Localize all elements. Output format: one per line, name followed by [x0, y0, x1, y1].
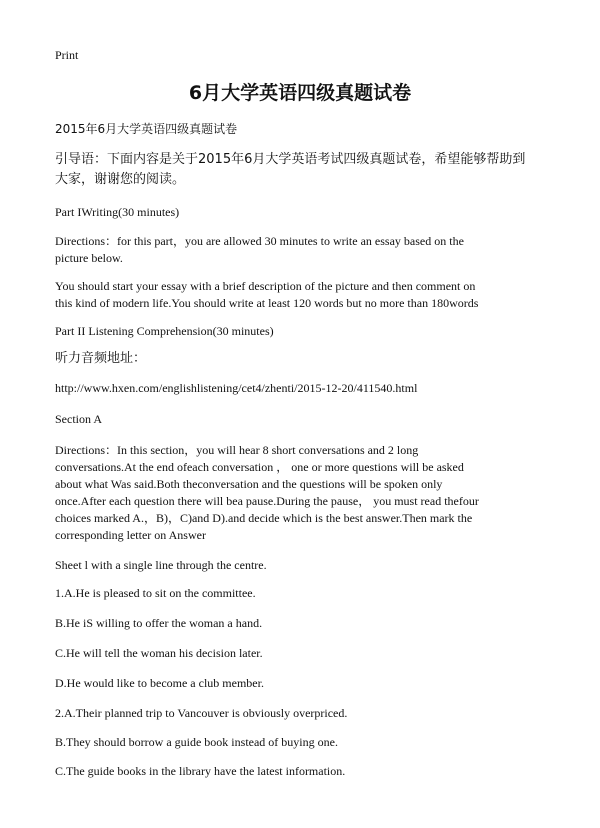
- section-a-directions-line-4: once.After each question there will bea pause.During the pause， you must read thefour: [55, 494, 479, 508]
- part1-instructions-line-1: You should start your essay with a brief description of the picture and then comment on: [55, 279, 476, 293]
- question-1-option-b: B.He iS willing to offer the woman a hand.: [55, 616, 263, 630]
- section-a-directions-line-2: conversations.At the end ofeach conversation ， one or more questions will be asked: [55, 460, 464, 474]
- question-2-option-a: 2.A.Their planned trip to Vancouver is obviously overpriced.: [55, 706, 348, 720]
- print-link[interactable]: Print: [55, 48, 79, 62]
- part1-instructions-line-2: this kind of modern life.You should write at least 120 words but no more than 180words: [55, 296, 479, 310]
- part1-heading: Part IWriting(30 minutes): [55, 205, 180, 219]
- part1-directions-line-2: picture below.: [55, 251, 123, 265]
- intro-line-2: 大家，谢谢您的阅读。: [55, 172, 186, 187]
- question-1-option-a: 1.A.He is pleased to sit on the committee.: [55, 586, 256, 600]
- section-a-directions-line-1: Directions：In this section，you will hear 8 short conversations and 2 long: [55, 443, 419, 457]
- question-2-option-b: B.They should borrow a guide book instead of buying one.: [55, 735, 338, 749]
- page-title: 6月大学英语四级真题试卷: [188, 82, 412, 104]
- intro-line-1: 引导语：下面内容是关于2015年6月大学英语考试四级真题试卷，希望能够帮助到: [55, 152, 526, 167]
- section-a-directions-line-5: choices marked A.，B)，C)and D).and decide which is the best answer.Then mark the: [55, 511, 473, 525]
- part1-directions-line-1: Directions：for this part，you are allowed 30 minutes to write an essay based on the: [55, 234, 464, 248]
- audio-label: 听力音频地址：: [55, 351, 147, 366]
- question-1-option-d: D.He would like to become a club member.: [55, 676, 264, 690]
- section-a-directions-line-6: corresponding letter on Answer: [55, 528, 206, 542]
- question-2-option-c: C.The guide books in the library have the latest information.: [55, 764, 346, 778]
- subtitle: 2015年6月大学英语四级真题试卷: [55, 122, 238, 136]
- question-1-option-c: C.He will tell the woman his decision later.: [55, 646, 263, 660]
- part2-heading: Part II Listening Comprehension(30 minutes): [55, 324, 274, 338]
- sheet-instruction: Sheet l with a single line through the centre.: [55, 558, 267, 572]
- section-a-directions-line-3: about what Was said.Both theconversation and the questions will be spoken only: [55, 477, 443, 491]
- section-a-heading: Section A: [55, 412, 102, 426]
- audio-url-link[interactable]: http://www.hxen.com/englishlistening/cet4/zhenti/2015-12-20/411540.html: [55, 381, 418, 395]
